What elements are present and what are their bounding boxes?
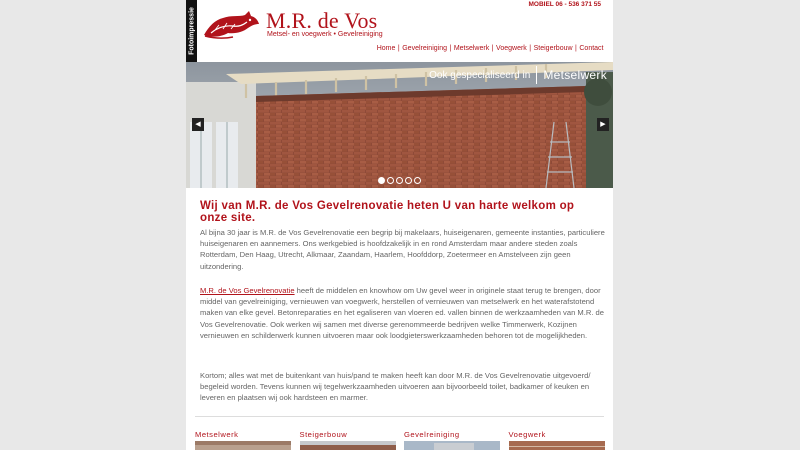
- divider: [195, 416, 604, 417]
- fotoimpressie-tab[interactable]: [186, 0, 197, 62]
- summary-paragraph: Kortom; alles wat met de buitenkant van huis/pand te maken heeft kan door M.R. de Vos Gevelrenovatie uitgevoerd/ begeleid worden. Tevens kunnen wij tegelwerkzaamheden uitvoeren aan bijvoorbeeld toilet, badkamer of keuken en leveren en plaatsen wij ook hardsteen en marmer.: [200, 371, 591, 403]
- category-label: Steigerbouw: [299, 430, 348, 439]
- nav-separator: |: [449, 45, 452, 52]
- category-label: Voegwerk: [508, 430, 546, 439]
- chevron-right-icon: ▶: [600, 121, 606, 128]
- category-thumbnail: [300, 441, 396, 450]
- category-thumbnail: [195, 441, 291, 450]
- caption-prefix: Ook gespecialiseerd in: [429, 69, 531, 81]
- category-gevelreiniging[interactable]: [404, 430, 509, 450]
- company-link[interactable]: M.R. de Vos Gevelrenovatie: [200, 286, 295, 295]
- nav-item-steigerbouw[interactable]: Steigerbouw: [533, 45, 573, 52]
- nav-separator: |: [575, 45, 577, 52]
- image-slider[interactable]: [186, 62, 613, 188]
- nav-item-metselwerk[interactable]: Metselwerk: [453, 45, 490, 52]
- services-paragraph: [200, 285, 605, 341]
- category-thumbnail: [404, 441, 500, 450]
- nav-separator: |: [397, 45, 400, 52]
- nav-item-gevelreiniging[interactable]: Gevelreiniging: [402, 45, 447, 52]
- slider-prev-button[interactable]: [192, 118, 204, 131]
- slider-dot-5[interactable]: [414, 177, 421, 184]
- category-metselwerk[interactable]: [195, 430, 300, 450]
- category-strip: [195, 430, 613, 450]
- nav-separator: |: [491, 45, 494, 52]
- caption-main: Metselwerk: [543, 68, 607, 82]
- slider-next-button[interactable]: [597, 118, 609, 131]
- main-nav: [374, 45, 606, 52]
- category-steigerbouw[interactable]: [300, 430, 405, 450]
- logo-fox-icon[interactable]: [201, 9, 261, 40]
- chevron-left-icon: ◀: [195, 121, 201, 128]
- nav-separator: |: [529, 45, 532, 52]
- slider-dot-4[interactable]: [405, 177, 412, 184]
- category-label: Gevelreiniging: [404, 430, 460, 439]
- slide-caption: [429, 66, 607, 84]
- mobile-number: MOBIEL 06 - 536 371 55: [528, 1, 601, 8]
- category-label: Metselwerk: [195, 430, 239, 439]
- slider-pagination: [378, 177, 421, 184]
- intro-paragraph: Al bijna 30 jaar is M.R. de Vos Gevelrenovatie een begrip bij makelaars, huiseigenaren, gemeente instanties, particuliere huiseigenaren en aannemers. Ons werkgebied is hoofdzakelijk in en rond Amsterdam maar andere steden zoals Rotterdam, Den Haag, Utrecht, Alkmaar, Zaandam, Haarlem, Hoofddorp, Zoetermeer en Amstelveen zijn geen uitzondering.: [200, 228, 605, 271]
- slider-dot-3[interactable]: [396, 177, 403, 184]
- slider-dot-2[interactable]: [387, 177, 394, 184]
- nav-item-home[interactable]: Home: [376, 45, 396, 52]
- nav-item-contact[interactable]: Contact: [579, 45, 604, 52]
- page-container: [186, 0, 613, 450]
- nav-item-voegwerk[interactable]: Voegwerk: [496, 45, 527, 52]
- caption-divider: [536, 66, 537, 84]
- slider-dot-1[interactable]: [378, 177, 385, 184]
- site-title[interactable]: M.R. de Vos: [266, 8, 378, 33]
- welcome-heading: Wij van M.R. de Vos Gevelrenovatie heten U van harte welkom op onze site.: [200, 200, 575, 224]
- site-subtitle: Metsel- en voegwerk • Gevelreiniging: [267, 31, 383, 38]
- category-voegwerk[interactable]: [509, 430, 614, 450]
- fotoimpressie-label: Fotoimpressie: [188, 7, 195, 55]
- category-thumbnail: [509, 441, 605, 450]
- services-text: heeft de middelen en knowhow om Uw gevel weer in originele staat terug te brengen, door middel van gevelreiniging, vernieuwen van voegwerk, herstellen of vernieuwen van metselwerk en het waterafstotend maken van elke gevel. Betonreparaties en het egaliseren van vloeren ed. vallen binnen de werkzaamheden van M.R. de Vos Gevelrenovatie. Ook werken wij samen met diverse gerenommeerde bedrijven welke Timmerwerk, Kozijnen vernieuwen en schilderwerk kunnen uitvoeren maar ook loodgieterswerkzaamheden behoren tot de mogelijkheden.: [200, 286, 604, 340]
